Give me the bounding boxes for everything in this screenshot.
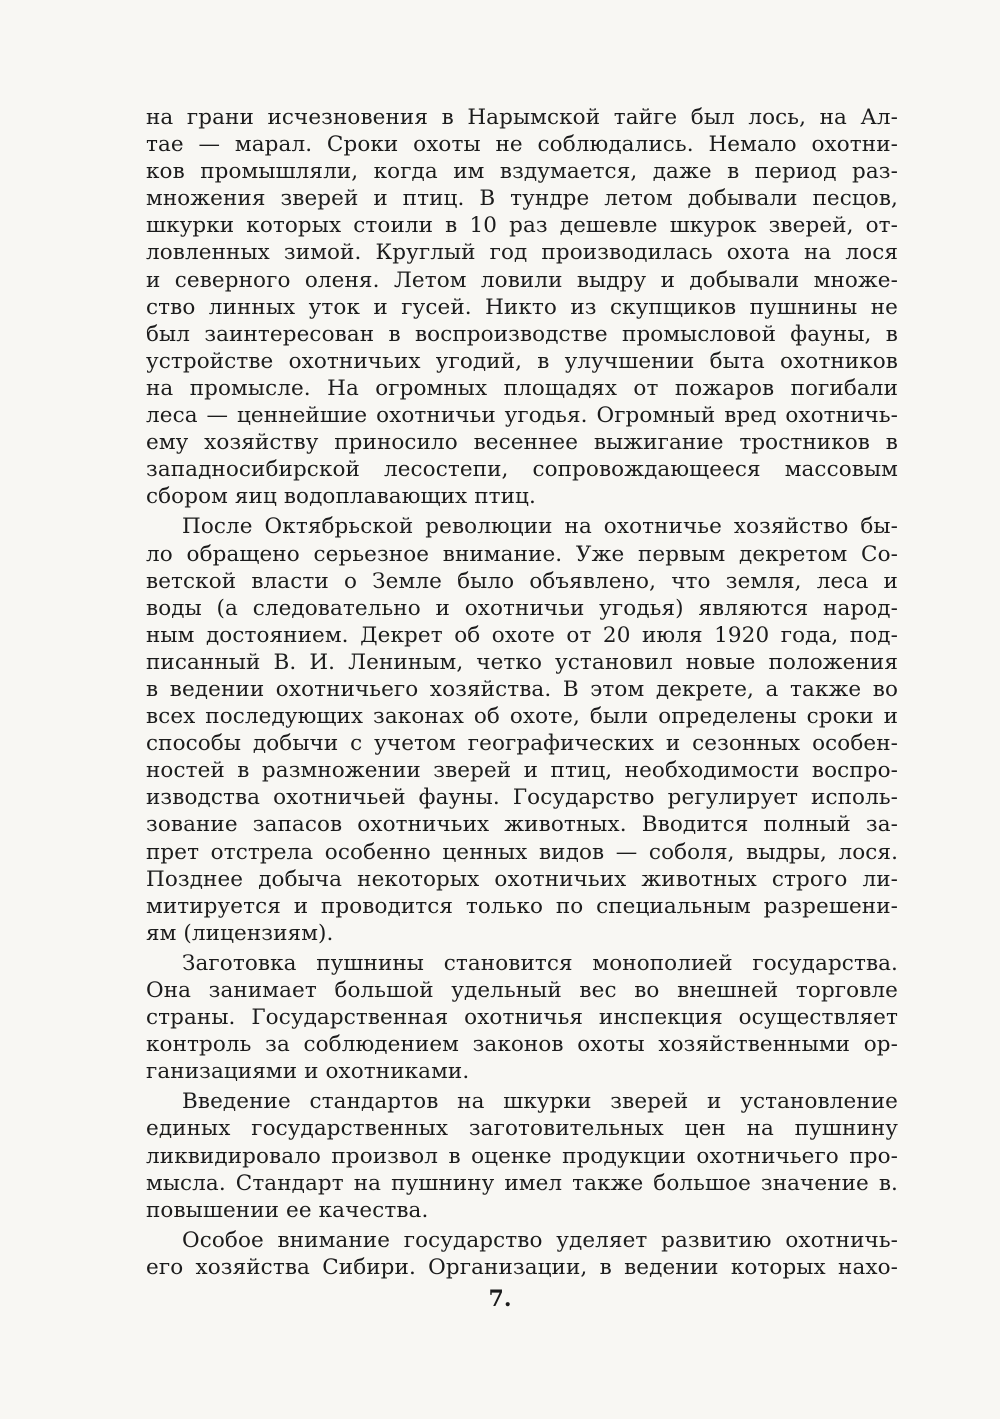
text-line: Введение стандартов на шкурки зверей и установление [182,1089,898,1115]
paragraph [146,513,898,947]
text-line: ям (лицензиям). [146,920,334,946]
text-line: способы добычи с учетом географических и сезонных особен- [146,731,898,757]
text-line: Позднее добыча некоторых охотничьих животных строго ли- [146,866,898,892]
text-line: ликвидировало произвол в оценке продукции охотничьего про- [146,1143,898,1169]
text-line: всех последующих законах об охоте, были определены сроки и [146,704,898,730]
text-line: шкурки которых стоили в 10 раз дешевле шкурок зверей, от- [146,213,898,239]
text-line: в ведении охотничьего хозяйства. В этом декрете, а также во [146,676,898,702]
text-line: повышении ее качества. [146,1197,429,1223]
text-line: устройстве охотничьих угодий, в улучшении быта охотников [146,348,898,374]
body-text [146,104,898,1281]
text-line: Заготовка пушнины становится монополией государства. [182,950,898,976]
text-line: прет отстрела особенно ценных видов — соболя, выдры, лося. [146,839,898,865]
text-line: ностей в размножении зверей и птиц, необходимости воспро- [146,758,898,784]
text-line: мысла. Стандарт на пушнину имел также большое значение в. [146,1170,898,1196]
text-line: на промысле. На огромных площадях от пожаров погибали [146,375,898,401]
text-line: Она занимает большой удельный вес во внешней торговле [146,978,898,1003]
text-line: был заинтересован в воспроизводстве промысловой фауны, в [146,321,898,347]
text-line: леса — ценнейшие охотничьи угодья. Огромный вред охотничь- [146,403,898,429]
paragraph [146,1088,898,1223]
paragraph [146,950,898,1085]
text-line: сбором яиц водоплавающих птиц. [146,484,536,510]
text-line: ство линных уток и гусей. Никто из скупщиков пушнины не [146,294,898,320]
text-line: ганизациями и охотниками. [146,1059,470,1085]
text-line: После Октябрьской революции на охотничье хозяйство бы- [182,514,898,540]
text-line: на грани исчезновения в Нарымской тайге был лось, на Ал- [146,105,898,130]
text-line: ветской власти о Земле было объявлено, что земля, леса и [146,568,898,594]
text-line: ков промышляли, когда им вздумается, даже в период раз- [146,159,898,185]
text-line: страны. Государственная охотничья инспекция осуществляет [146,1005,898,1031]
text-line: множения зверей и птиц. В тундре летом добывали песцов, [146,186,898,212]
text-line: воды (а следовательно и охотничьи угодья) являются народ- [146,595,898,621]
text-line: митируется и проводится только по специальным разрешени- [146,893,898,919]
text-line: ным достоянием. Декрет об охоте от 20 июля 1920 года, под- [146,622,898,648]
text-line: ло обращено серьезное внимание. Уже первым декретом Со- [146,541,898,567]
text-line: ловленных зимой. Круглый год производилась охота на лося [146,240,898,266]
paragraph [146,104,898,510]
text-line: контроль за соблюдением законов охоты хозяйственными ор- [146,1032,898,1058]
text-line: тае — марал. Сроки охоты не соблюдались. Немало охотни- [146,132,898,158]
paragraph [146,1227,898,1281]
text-line: единых государственных заготовительных цен на пушнину [146,1116,898,1142]
text-line: ему хозяйству приносило весеннее выжигание тростников в [146,430,898,456]
text-line: его хозяйства Сибири. Организации, в ведении которых нахо- [146,1254,898,1280]
text-line: и северного оленя. Летом ловили выдру и добывали множе- [146,267,898,293]
text-line: зование запасов охотничьих животных. Вводится полный за- [146,812,898,838]
text-line: Особое внимание государство уделяет развитию охотничь- [182,1227,898,1253]
text-line: западносибирской лесостепи, сопровождающееся массовым [146,457,898,483]
page-number: 7. [488,1286,512,1312]
text-line: изводства охотничьей фауны. Государство регулирует исполь- [146,785,898,811]
text-line: писанный В. И. Лениным, четко установил новые положения [146,649,898,675]
